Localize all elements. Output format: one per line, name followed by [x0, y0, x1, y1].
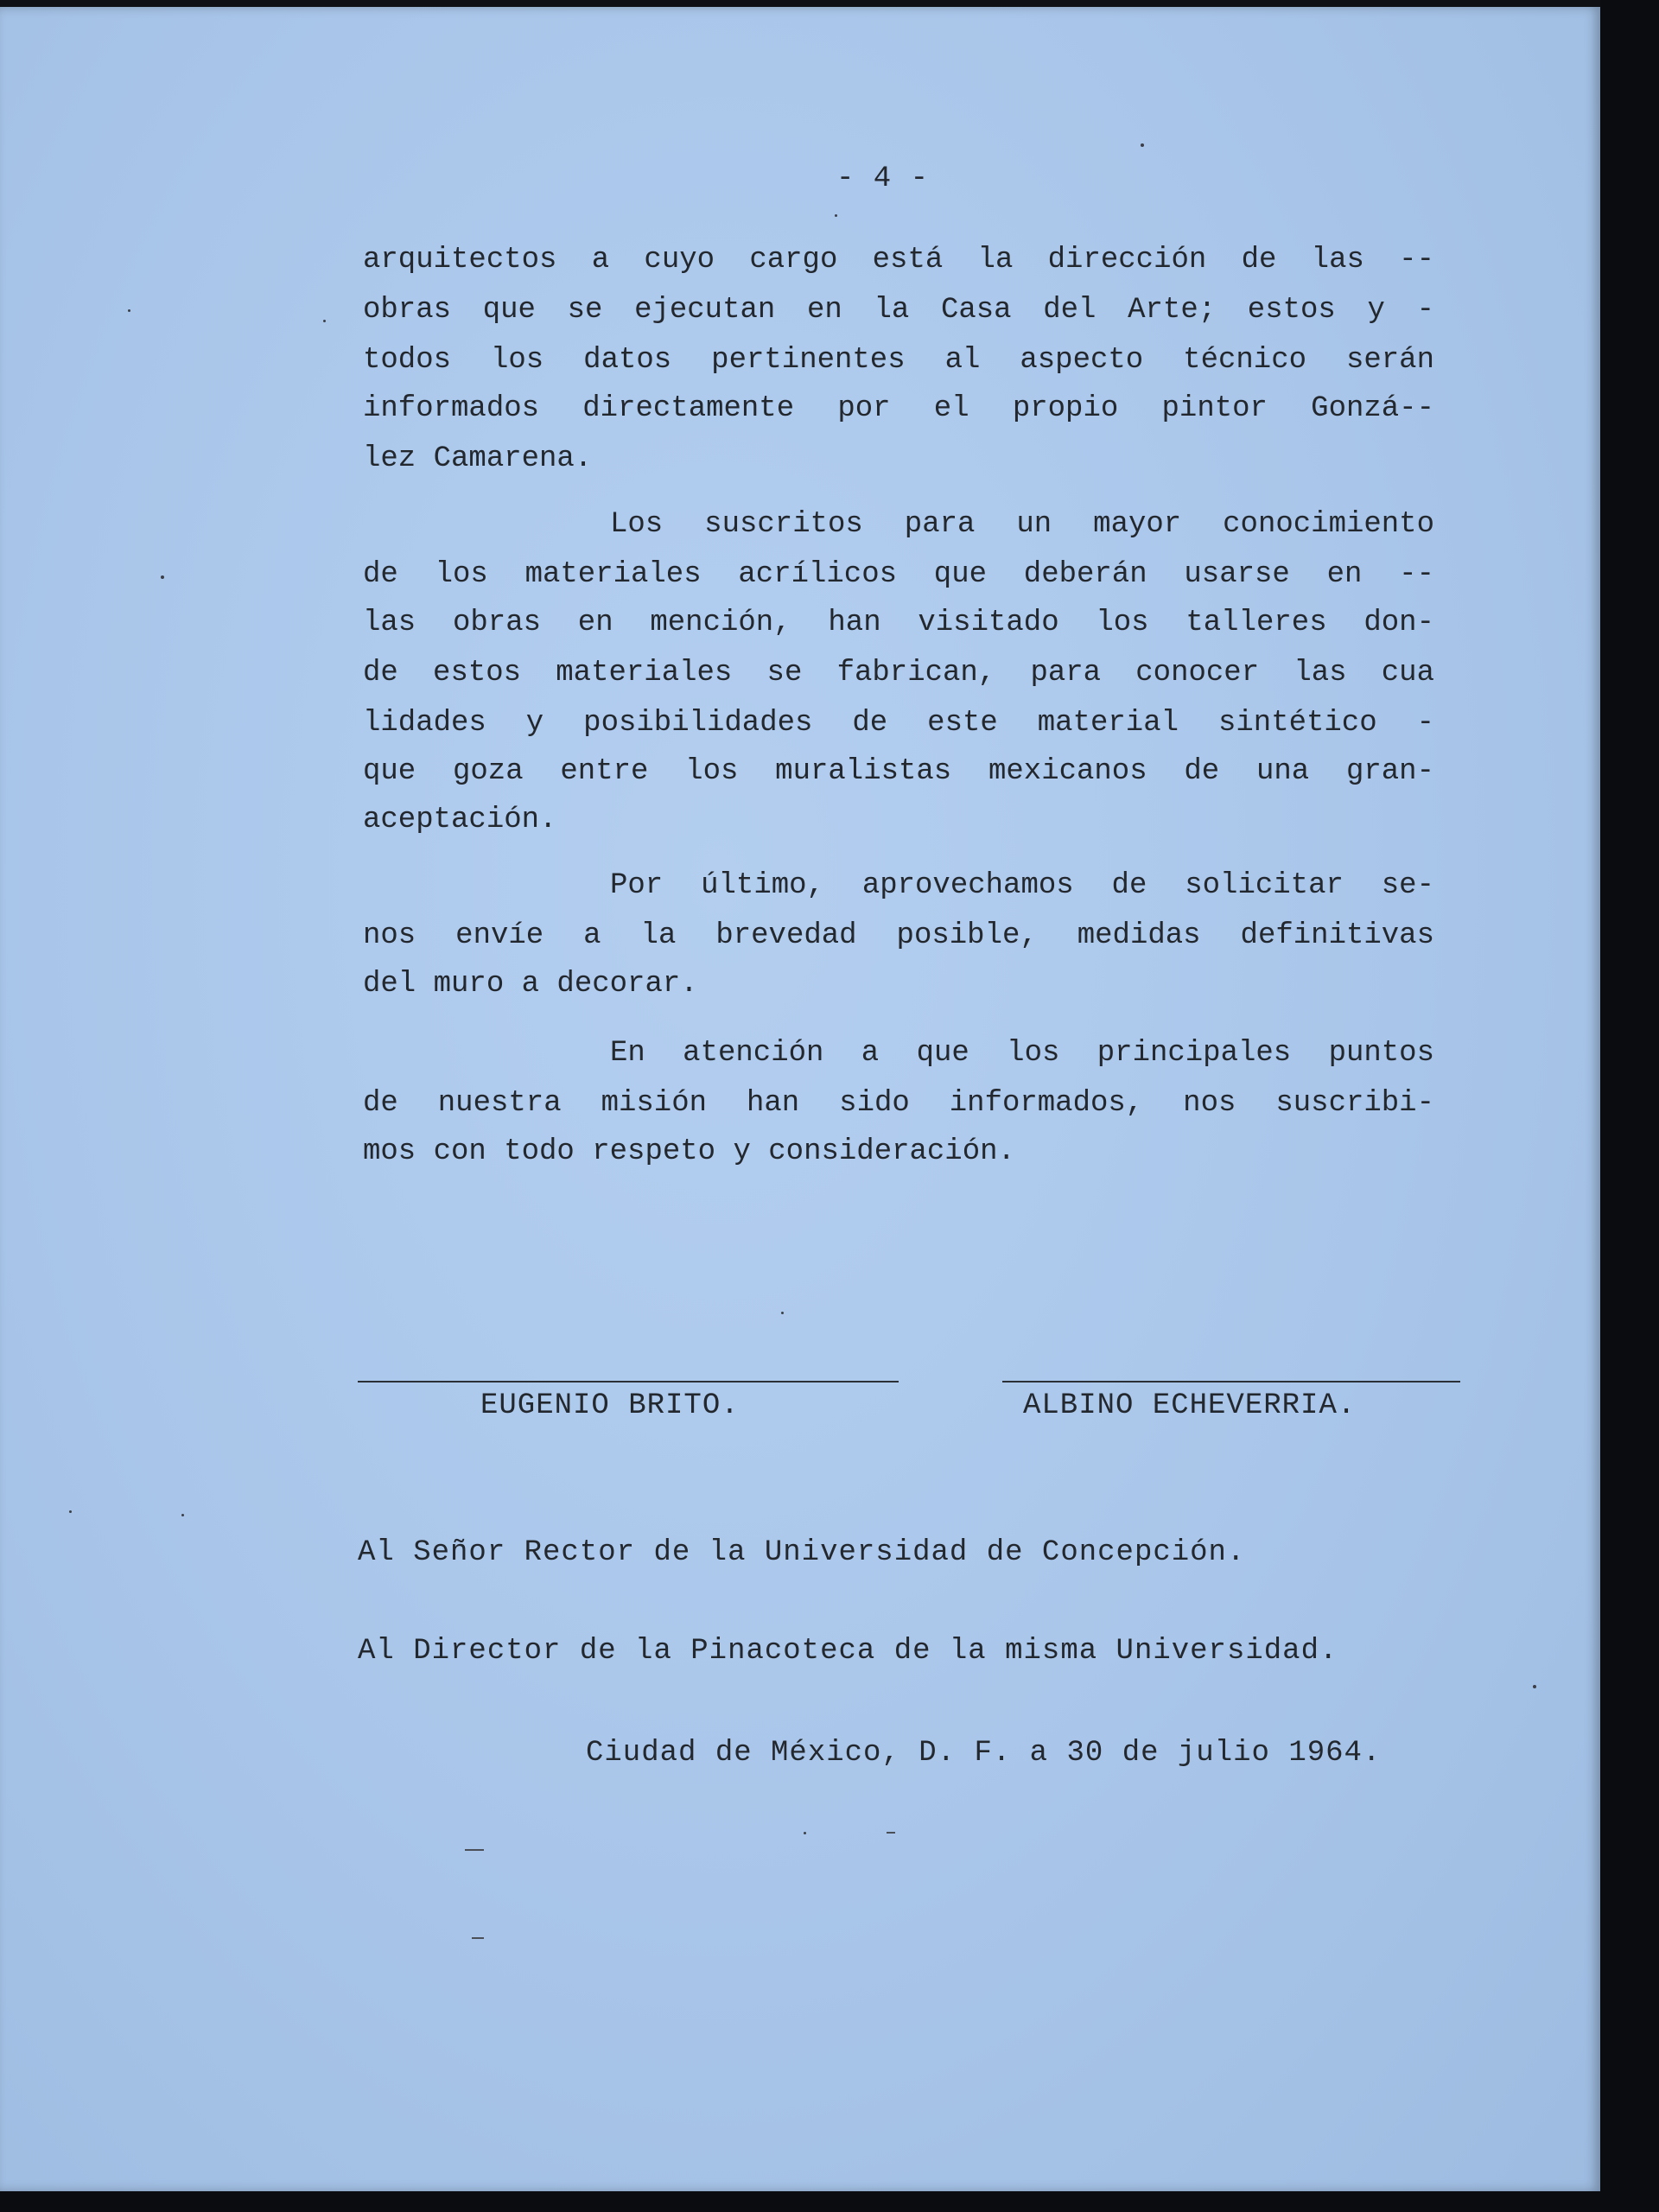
signature-name-right: ALBINO ECHEVERRIA.: [1023, 1389, 1357, 1422]
paper-speck: [69, 1510, 72, 1513]
paper-speck: [1533, 1685, 1536, 1688]
page-number: - 4 -: [836, 162, 930, 195]
paragraph-4-line-1: En atención a que los principales puntos: [610, 1037, 1434, 1070]
background-edge-bottom: [0, 2191, 1659, 2212]
paper-speck: [804, 1832, 806, 1834]
paragraph-3-line-1: Por último, aprovechamos de solicitar se-: [610, 869, 1434, 902]
paragraph-2-line-7: aceptación.: [363, 804, 557, 836]
paper-mark: [887, 1832, 895, 1834]
paragraph-1-line-5: lez Camarena.: [363, 442, 593, 475]
paper-speck: [128, 309, 130, 312]
paragraph-2-line-2: de los materiales acrílicos que deberán usarse en --: [363, 558, 1434, 591]
paragraph-2-line-4: de estos materiales se fabrican, para conocer las cua: [363, 657, 1434, 690]
signature-name-left: EUGENIO BRITO.: [480, 1389, 740, 1422]
paragraph-3-line-3: del muro a decorar.: [363, 968, 698, 1001]
addressee-director: Al Director de la Pinacoteca de la misma Universidad.: [358, 1635, 1338, 1668]
signature-line-right: [1002, 1381, 1460, 1382]
paragraph-3-line-2: nos envíe a la brevedad posible, medidas definitivas: [363, 919, 1434, 952]
paragraph-1-line-1: arquitectos a cuyo cargo está la dirección de las --: [363, 244, 1434, 276]
paragraph-1-line-2: obras que se ejecutan en la Casa del Arte; estos y -: [363, 294, 1434, 327]
paragraph-1-line-4: informados directamente por el propio pintor Gonzá--: [363, 392, 1434, 425]
signature-line-left: [358, 1381, 899, 1382]
typed-page: [0, 7, 1600, 2191]
addressee-rector: Al Señor Rector de la Universidad de Concepción.: [358, 1536, 1246, 1569]
paper-mark: [465, 1849, 484, 1851]
place-date: Ciudad de México, D. F. a 30 de julio 1964.: [586, 1737, 1382, 1770]
paper-speck: [835, 214, 837, 217]
paragraph-4-line-2: de nuestra misión han sido informados, nos suscribi-: [363, 1087, 1434, 1120]
paper-speck: [1141, 143, 1144, 147]
paper-speck: [181, 1514, 184, 1516]
background-edge-right: [1600, 0, 1659, 2212]
paragraph-1-line-3: todos los datos pertinentes al aspecto técnico serán: [363, 344, 1434, 377]
paper-speck: [161, 575, 164, 579]
paper-speck: [781, 1312, 784, 1314]
paragraph-2-line-1: Los suscritos para un mayor conocimiento: [610, 508, 1434, 541]
paper-mark: [472, 1937, 484, 1939]
paper-speck: [323, 320, 326, 322]
paragraph-4-line-3: mos con todo respeto y consideración.: [363, 1135, 1015, 1168]
paragraph-2-line-6: que goza entre los muralistas mexicanos de una gran-: [363, 755, 1434, 788]
paragraph-2-line-5: lidades y posibilidades de este material sintético -: [363, 707, 1434, 740]
paragraph-2-line-3: las obras en mención, han visitado los talleres don-: [363, 607, 1434, 639]
